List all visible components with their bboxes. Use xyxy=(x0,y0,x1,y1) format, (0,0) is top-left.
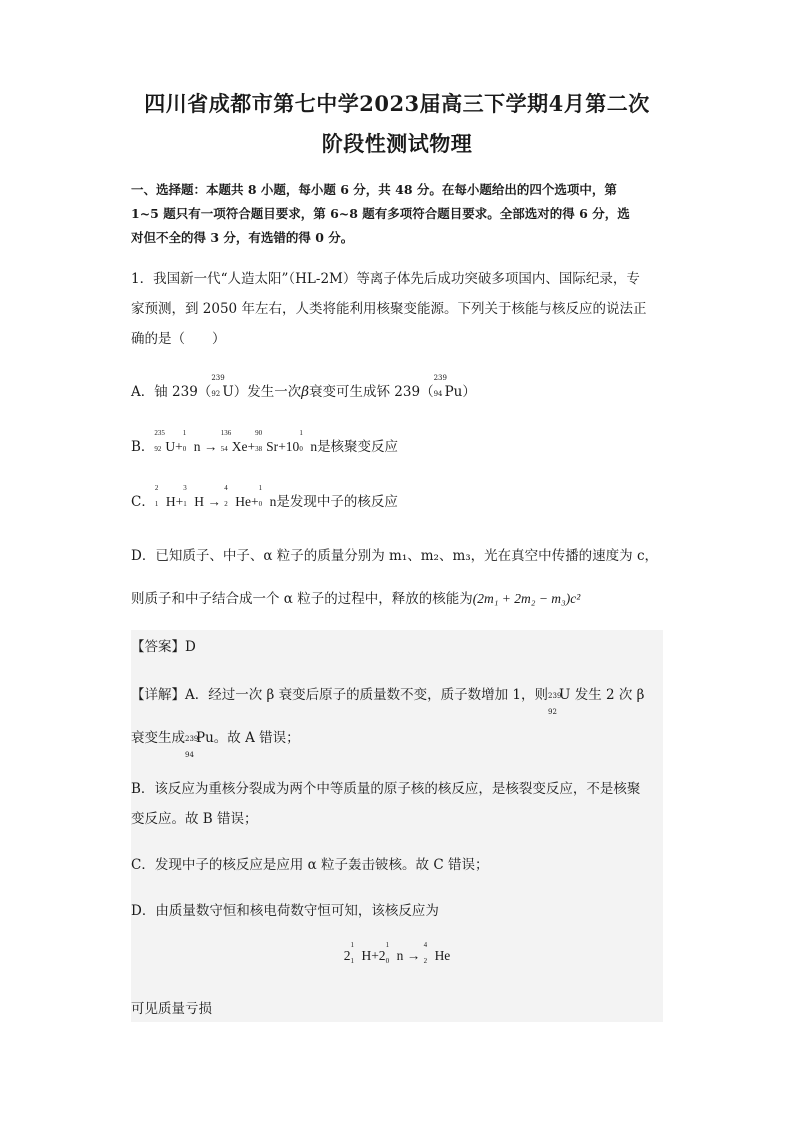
section-line: 对但不全的得 3 分，有选错的得 0 分。 xyxy=(131,230,354,245)
section-line: 1~5 题只有一项符合题目要求，第 6~8 题有多项符合题目要求。全部选对的得 6 分，选 xyxy=(131,206,630,221)
detail-text: 衰变生成 xyxy=(131,730,185,746)
document-title-line-1: 四川省成都市第七中学2023届高三下学期4月第二次 xyxy=(144,91,650,116)
answer-label: 【答案】D xyxy=(131,639,196,655)
detail-equation: 2 1 1 H+2 1 0 n → 4 2 He xyxy=(343,941,451,965)
option-b-equation: 235 92 U+ 1 0 n → 136 54 Xe+ 90 38 Sr+10 1 0 n xyxy=(154,429,318,454)
detail-c: C．发现中子的核反应是应用 α 粒子轰击铍核。故 C 错误； xyxy=(131,857,489,873)
option-d-formula: (2m₁ + 2m₂ − m₃)c² xyxy=(472,591,581,606)
option-a: A．铀 239（ 239 92 U）发生一次β衰变可生成钚 239（ 239 94 Pu） xyxy=(131,381,671,403)
detail-d: D．由质量数守恒和核电荷数守恒可知，该核反应为 xyxy=(131,903,439,919)
detail-b xyxy=(131,774,663,834)
option-b-label: B． xyxy=(131,439,155,455)
detail-text: U 发生 2 次 β xyxy=(559,687,645,703)
option-b xyxy=(131,429,671,458)
option-d-line-2 xyxy=(131,588,671,610)
detail-last-line: 可见质量亏损 xyxy=(131,1001,212,1017)
uranium-isotope: 239 92 U xyxy=(211,374,234,400)
question-line: 家预测，到 2050 年左右，人类将能利用核聚变能源。下列关于核能与核反应的说法正 xyxy=(131,301,647,317)
detail-line: 变反应。故 B 错误； xyxy=(131,811,258,827)
section-instructions xyxy=(131,178,663,250)
plutonium-isotope: 239 94 Pu xyxy=(433,374,463,400)
option-c-text: 是发现中子的核反应 xyxy=(276,494,398,510)
question-line: 1．我国新一代“人造太阳”（HL-2M）等离子体先后成功突破多项国内、国际纪录，专 xyxy=(131,271,640,287)
question-1-stem xyxy=(131,264,663,354)
option-a-text: 衰变可生成钚 239（ xyxy=(309,384,434,400)
detail-a-line-2: 衰变生成 239 94 Pu。故 A 错误； xyxy=(131,730,300,759)
document-title-line-2: 阶段性测试物理 xyxy=(321,131,473,156)
question-line: 确的是（ ） xyxy=(131,331,226,347)
option-b-text: 是核聚变反应 xyxy=(317,439,399,455)
detail-line: B．该反应为重核分裂成为两个中等质量的原子核的核反应，是核裂变反应，不是核聚 xyxy=(131,781,641,797)
option-d-line-1: D．已知质子、中子、α 粒子的质量分别为 m₁、m₂、m₃，光在真空中传播的速度为 c， xyxy=(131,548,659,564)
option-c-equation: 2 1 H+ 3 1 H → 4 2 He+ 1 0 n xyxy=(154,484,277,509)
option-c xyxy=(131,484,671,513)
detail-text: 【详解】A．经过一次 β 衰变后原子的质量数不变，质子数增加 1，则 xyxy=(131,687,549,703)
option-a-text: ）发生一次 xyxy=(233,384,302,400)
option-a-text: ） xyxy=(462,384,476,400)
option-d-text: 则质子和中子结合成一个 α 粒子的过程中，释放的核能为 xyxy=(131,591,473,607)
detail-a-line-1: 【详解】A．经过一次 β 衰变后原子的质量数不变，质子数增加 1，则 239 92 U 发生 2 次 β xyxy=(131,687,645,716)
section-line: 一、选择题：本题共 8 小题，每小题 6 分，共 48 分。在每小题给出的四个选项中，第 xyxy=(131,182,617,197)
detail-text: Pu。故 A 错误； xyxy=(196,730,300,746)
option-a-text: A．铀 239（ xyxy=(131,384,212,400)
option-c-label: C． xyxy=(131,494,155,510)
